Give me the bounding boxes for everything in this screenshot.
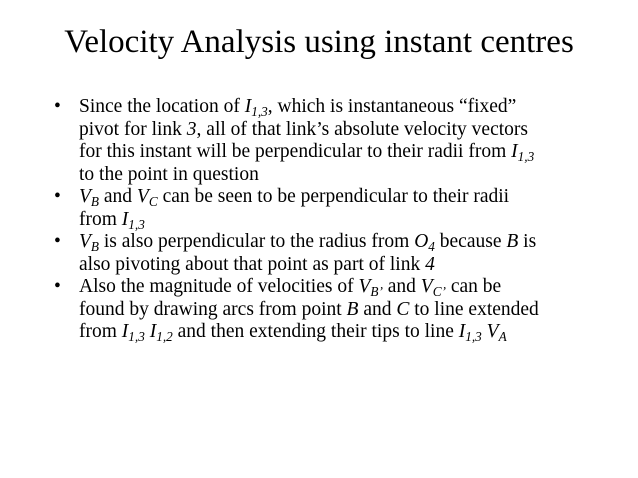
text-run: I xyxy=(458,321,466,342)
text-run: V xyxy=(79,231,91,252)
text-run: 4 xyxy=(425,253,435,275)
bullet-marker: • xyxy=(54,96,61,117)
bullet-item xyxy=(54,276,614,344)
text-run: V xyxy=(420,276,433,297)
subscript-text: 1,2 xyxy=(156,329,173,345)
text-run: for this instant will be perpendicular to their radii from xyxy=(79,141,512,162)
subscript-text: 1,3 xyxy=(251,104,268,120)
text-run: I xyxy=(149,321,157,342)
text-run: , which is instantaneous “fixed” xyxy=(267,96,517,117)
bullet-line xyxy=(79,321,614,344)
text-run: 3 xyxy=(186,118,197,140)
text-run: from xyxy=(79,208,122,230)
subscript-text: 1,3 xyxy=(128,329,145,345)
text-run: Also the magnitude of velocities of xyxy=(79,276,359,297)
text-run: pivot for link xyxy=(79,118,187,140)
text-run: to the point in question xyxy=(79,163,259,185)
slide-title: Velocity Analysis using instant centres xyxy=(64,24,574,60)
text-run: from xyxy=(79,321,122,342)
bullet-line xyxy=(79,254,614,277)
text-run: because xyxy=(434,231,507,252)
text-run: , all of that link’s absolute velocity vectors xyxy=(196,118,528,140)
text-run: and xyxy=(382,276,421,297)
text-run: V xyxy=(136,186,149,207)
subscript-text: 1,3 xyxy=(128,216,145,232)
text-run: V xyxy=(486,321,499,342)
bullet-item xyxy=(54,96,614,186)
text-run: I xyxy=(244,96,252,117)
text-run: and xyxy=(358,298,397,320)
text-run: and then extending their tips to line xyxy=(172,321,459,342)
subscript-text: 1,3 xyxy=(465,329,482,345)
text-run: O xyxy=(414,231,429,252)
bullet-marker: • xyxy=(54,276,61,297)
text-run: is xyxy=(518,231,537,252)
bullet-line xyxy=(79,164,614,187)
bullet-line xyxy=(79,141,614,164)
text-run: Since the location of xyxy=(79,96,245,117)
text-run: and xyxy=(99,186,137,207)
subscript-text: A xyxy=(498,329,507,345)
text-run: can be xyxy=(445,276,502,297)
bullet-line xyxy=(79,96,614,119)
text-run: can be seen to be perpendicular to their radii xyxy=(157,186,510,207)
text-run: V xyxy=(79,186,91,207)
bullet-line xyxy=(79,299,614,322)
subscript-text: B’ xyxy=(370,284,383,300)
bullet-item xyxy=(54,231,614,276)
bullet-list xyxy=(54,96,614,344)
bullet-marker: • xyxy=(54,186,61,207)
text-run: found by drawing arcs from point xyxy=(79,298,347,320)
bullet-marker: • xyxy=(54,231,61,252)
subscript-text: 4 xyxy=(428,239,435,255)
text-run: also pivoting about that point as part of link xyxy=(79,253,426,275)
bullet-line xyxy=(79,276,614,299)
text-run: V xyxy=(358,276,371,297)
text-run: B xyxy=(506,231,519,252)
text-run: I xyxy=(511,141,518,162)
text-run: B xyxy=(346,298,359,320)
text-run: I xyxy=(121,208,129,230)
subscript-text: B xyxy=(90,194,100,210)
text-run: C xyxy=(396,298,410,320)
text-run: is also perpendicular to the radius from xyxy=(99,231,415,252)
text-run: to line extended xyxy=(409,298,539,320)
subscript-text: C’ xyxy=(432,284,446,300)
bullet-line xyxy=(79,209,614,232)
bullet-line xyxy=(79,119,614,142)
subscript-text: 1,3 xyxy=(517,149,535,165)
bullet-line xyxy=(79,186,614,209)
bullet-item xyxy=(54,186,614,231)
text-run: I xyxy=(121,321,129,342)
subscript-text: B xyxy=(90,239,100,255)
subscript-text: C xyxy=(148,194,158,210)
bullet-line xyxy=(79,231,614,254)
